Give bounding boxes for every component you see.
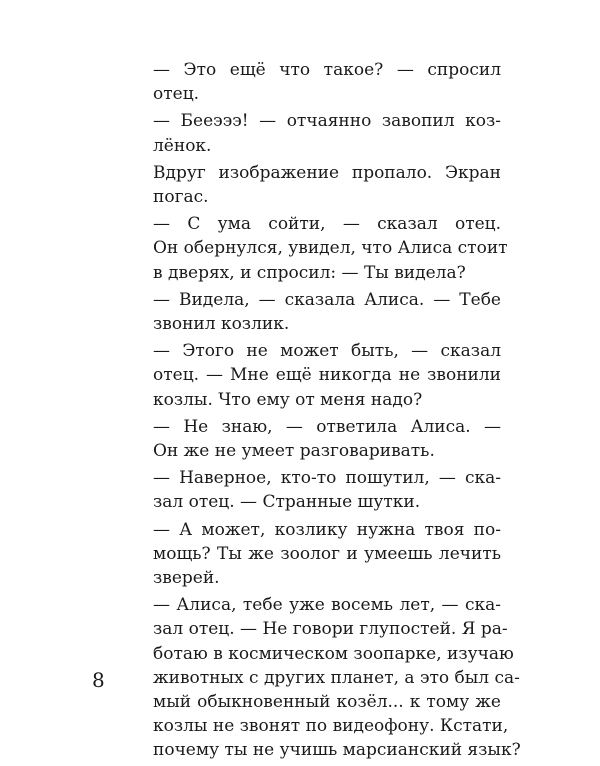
text-line: зал отец. — Странные шутки.	[153, 492, 421, 513]
text-line: отец. — Мне ещё никогда не звонили	[153, 365, 501, 386]
text-line: — Не знаю, — ответила Алиса. —	[153, 416, 501, 437]
text-line: — Этого не может быть, — сказал	[153, 341, 501, 362]
text-line: погас.	[153, 187, 209, 208]
paragraph	[131, 518, 501, 591]
text-line: Он обернулся, увидел, что Алиса стоит	[153, 238, 508, 259]
page-number: 8	[92, 668, 105, 692]
paragraph	[131, 58, 501, 106]
text-line: козлы. Что ему от меня надо?	[153, 389, 423, 410]
text-line: ботаю в космическом зоопарке, изучаю	[153, 643, 514, 664]
paragraph	[131, 109, 501, 157]
text-line: почему ты не учишь марсианский язык?	[153, 740, 521, 761]
text-line: в дверях, и спросил: — Ты видела?	[153, 262, 466, 283]
text-line: — С ума сойти, — сказал отец.	[153, 214, 501, 235]
text-line: лёнок.	[153, 135, 212, 156]
text-line: — Наверное, кто-то пошутил, — ска-	[153, 468, 501, 489]
paragraph	[131, 415, 501, 463]
body-text	[131, 58, 521, 766]
paragraph	[131, 339, 501, 412]
paragraph	[131, 593, 521, 762]
text-line: — А может, козлику нужна твоя по-	[153, 519, 501, 540]
text-line: отец.	[153, 84, 200, 105]
text-line: звонил козлик.	[153, 314, 290, 335]
paragraph	[131, 288, 501, 336]
text-line: зверей.	[153, 568, 220, 589]
text-line: — Видела, — сказала Алиса. — Тебе	[153, 289, 501, 310]
text-line: мощь? Ты же зоолог и умеешь лечить	[153, 543, 501, 564]
text-line: Вдруг изображение пропало. Экран	[153, 162, 501, 183]
text-line: животных с других планет, а это был са-	[153, 667, 520, 688]
text-line: — Алиса, тебе уже восемь лет, — ска-	[153, 595, 501, 616]
paragraph	[131, 466, 501, 514]
paragraph	[131, 212, 508, 285]
text-line: зал отец. — Не говори глупостей. Я ра-	[153, 619, 508, 640]
text-line: — Это ещё что такое? — спросил	[153, 60, 501, 80]
text-line: мый обыкновенный козёл... к тому же	[153, 692, 501, 713]
text-line: Он же не умеет разговаривать.	[153, 441, 435, 462]
text-line: козлы не звонят по видеофону. Кстати,	[153, 716, 509, 737]
text-line: — Бееэээ! — отчаянно завопил коз-	[153, 111, 501, 132]
paragraph	[131, 161, 501, 209]
